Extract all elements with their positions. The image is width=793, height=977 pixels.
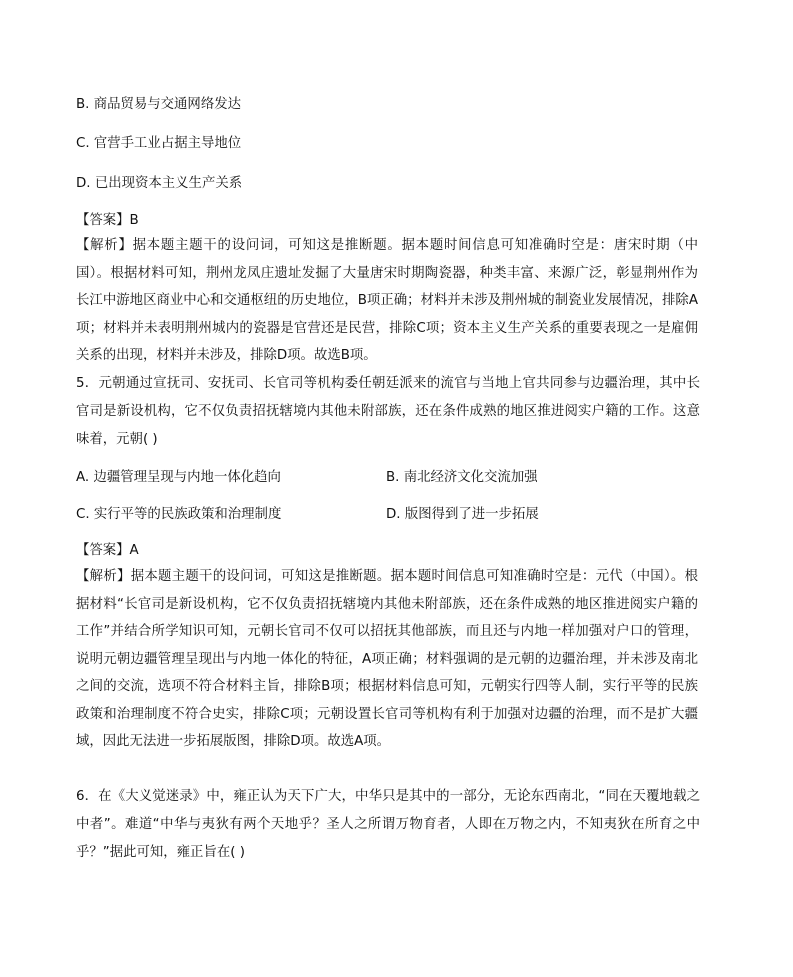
q4-option-c[interactable]: C. 官营手工业占据主导地位 <box>76 136 242 151</box>
q4-analysis: 【解析】据本题主题干的设问词，可知这是推断题。据本题时间信息可知准确时空是：唐宋时期（中国）。根据材料可知，荆州龙凤庄遗址发掘了大量唐宋时期陶瓷器，种类丰富、来源广泛，彰显荆州作为长江中游地区商业中心和交通枢纽的历史地位，B项正确；材料并未涉及荆州城的制瓷业发展情况，排除A项；材料并未表明荆州城内的瓷器是官营还是民营，排除C项；资本主义生产关系的重要表现之一是雇佣关系的出现，材料并未涉及，排除D项。故选B项。 <box>76 238 698 363</box>
q5-analysis: 【解析】据本题主题干的设问词，可知这是推断题。据本题时间信息可知准确时空是：元代（中国）。根据材料“长官司是新设机构，它不仅负责招抚辖境内其他未附部族，还在条件成熟的地区推进阅实户籍的工作”并结合所学知识可知，元朝长官司不仅可以招抚其他部族，而且还与内地一样加强对户口的管理，说明元朝边疆管理呈现出与内地一体化的特征，A项正确；材料强调的是元朝的边疆治理，并未涉及南北之间的交流，选项不符合材料主旨，排除B项；根据材料信息可知，元朝实行四等人制，实行平等的民族政策和治理制度不符合史实，排除C项；元朝设置长官司等机构有利于加强对边疆的治理，而不是扩大疆域，因此无法进一步拓展版图，排除D项。故选A项。 <box>76 569 698 749</box>
q5-stem: 5．元朝通过宣抚司、安抚司、长官司等机构委任朝廷派来的流官与当地上官共同参与边疆治理，其中长官司是新设机构，它不仅负责招抚辖境内其他未附部族，还在条件成熟的地区推进阅实户籍的工作。这意味着，元朝( ) <box>76 376 700 447</box>
q4-option-d[interactable]: D. 已出现资本主义生产关系 <box>76 176 243 191</box>
q4-answer: 【答案】B <box>76 213 139 228</box>
q4-option-b[interactable]: B. 商品贸易与交通网络发达 <box>76 97 241 112</box>
q5-option-a[interactable]: A. 边疆管理呈现与内地一体化趋向 <box>76 470 281 485</box>
q5-option-c[interactable]: C. 实行平等的民族政策和治理制度 <box>76 507 282 522</box>
q5-answer: 【答案】A <box>76 543 139 558</box>
q5-option-b[interactable]: B. 南北经济文化交流加强 <box>386 470 538 485</box>
q6-stem: 6．在《大义觉迷录》中，雍正认为天下广大，中华只是其中的一部分，无论东西南北，“同在天覆地载之中者”。难道“中华与夷狄有两个天地乎？圣人之所谓万物育者，人即在万物之内，不知夷狄在所育之中乎？”据此可知，雍正旨在( ) <box>76 789 700 860</box>
q5-option-d[interactable]: D. 版图得到了进一步拓展 <box>386 507 539 522</box>
